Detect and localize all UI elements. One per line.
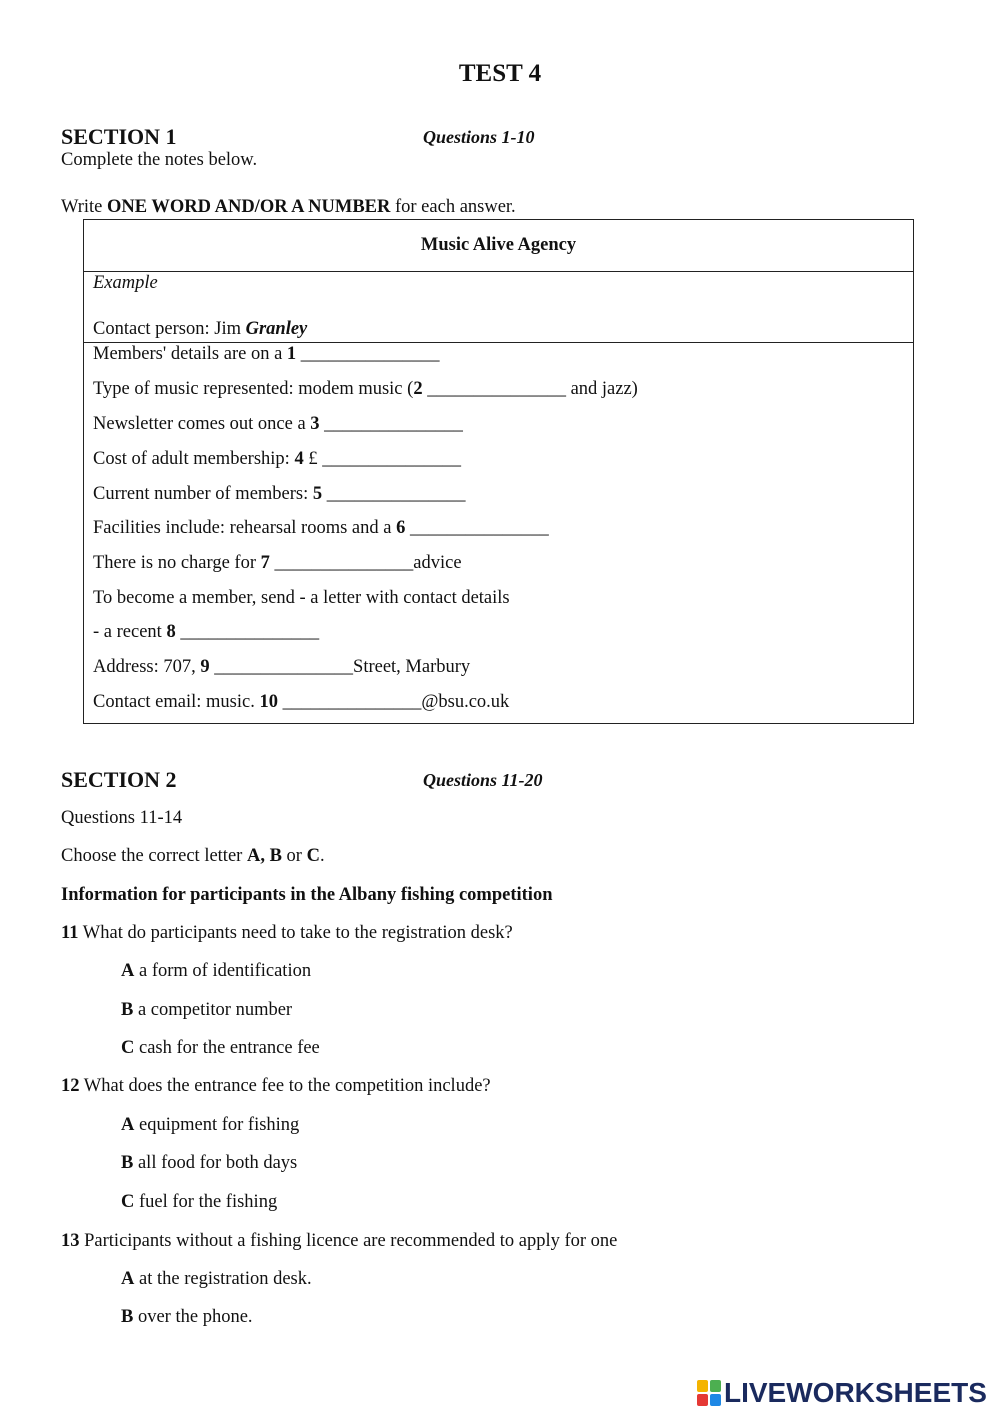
note-item-11: Contact email: music. 10 _______________@bsu.co.uk <box>93 692 510 712</box>
section1-heading: SECTION 1 <box>61 124 177 149</box>
example-row: Contact person: Jim Granley <box>93 319 308 339</box>
logo-square <box>697 1394 708 1406</box>
q11-option-c[interactable]: C cash for the entrance fee <box>121 1038 320 1058</box>
q12-option-b[interactable]: B all food for both days <box>121 1153 298 1173</box>
answer-blank[interactable]: _______________ and jazz) <box>422 379 638 399</box>
answer-blank[interactable]: _______________ <box>405 518 549 538</box>
q13-option-a[interactable]: A at the registration desk. <box>121 1269 312 1289</box>
answer-blank[interactable]: £ _______________ <box>303 449 461 469</box>
q12-option-c[interactable]: C fuel for the fishing <box>121 1192 278 1212</box>
answer-blank[interactable]: _______________ <box>322 484 466 504</box>
logo-square <box>697 1380 708 1392</box>
section1-instruction-2: Write ONE WORD AND/OR A NUMBER for each answer. <box>61 197 516 217</box>
section2-heading: SECTION 2 <box>61 767 177 792</box>
liveworksheets-logo[interactable] <box>697 1377 987 1409</box>
section2-questions: Questions 11-20 <box>423 770 543 790</box>
note-item-3: Newsletter comes out once a 3 _______________ <box>93 414 463 434</box>
logo-text: LIVEWORKSHEETS <box>724 1377 987 1408</box>
q11-option-b[interactable]: B a competitor number <box>121 1000 293 1020</box>
q11-option-a[interactable]: A a form of identification <box>121 961 312 981</box>
notes-table <box>83 219 914 724</box>
logo-mark-icon <box>697 1380 721 1406</box>
question-13: 13 Participants without a fishing licence are recommended to apply for one <box>61 1231 618 1251</box>
answer-blank[interactable]: _______________ <box>175 622 320 642</box>
note-item-8: To become a member, send - a letter with contact details <box>93 588 510 608</box>
section1-instruction-1: Complete the notes below. <box>61 150 258 170</box>
answer-blank[interactable]: _______________Street, Marbury <box>209 657 471 677</box>
example-label: Example <box>93 273 158 293</box>
info-heading: Information for participants in the Albany fishing competition <box>61 885 553 905</box>
divider <box>84 271 913 272</box>
page-title: TEST 4 <box>458 60 542 87</box>
section1-questions: Questions 1-10 <box>423 127 535 147</box>
questions-subrange: Questions 11-14 <box>61 808 183 828</box>
answer-blank[interactable]: _______________@bsu.co.uk <box>277 692 510 712</box>
notes-table-title: Music Alive Agency <box>420 235 577 255</box>
note-item-5: Current number of members: 5 _______________ <box>93 484 466 504</box>
note-item-7: There is no charge for 7 _______________advice <box>93 553 462 573</box>
logo-square <box>710 1394 721 1406</box>
logo-square <box>710 1380 721 1392</box>
note-item-2: Type of music represented: modem music (2 _______________ and jazz) <box>93 379 638 399</box>
note-item-6: Facilities include: rehearsal rooms and a 6 _______________ <box>93 518 549 538</box>
answer-blank[interactable]: _______________ <box>319 414 463 434</box>
note-item-1: Members' details are on a 1 _______________ <box>93 344 440 364</box>
note-item-9: - a recent 8 _______________ <box>93 622 320 642</box>
answer-blank[interactable]: _______________ <box>296 344 440 364</box>
answer-blank[interactable]: _______________advice <box>269 553 462 573</box>
question-12: 12 What does the entrance fee to the competition include? <box>61 1076 491 1096</box>
divider <box>84 342 913 343</box>
q12-option-a[interactable]: A equipment for fishing <box>121 1115 300 1135</box>
note-item-4: Cost of adult membership: 4 £ _______________ <box>93 449 461 469</box>
section2-instruction: Choose the correct letter A, B or C. <box>61 846 325 866</box>
q13-option-b[interactable]: B over the phone. <box>121 1307 253 1327</box>
question-11: 11 What do participants need to take to the registration desk? <box>61 923 513 943</box>
note-item-10: Address: 707, 9 _______________Street, Marbury <box>93 657 471 677</box>
